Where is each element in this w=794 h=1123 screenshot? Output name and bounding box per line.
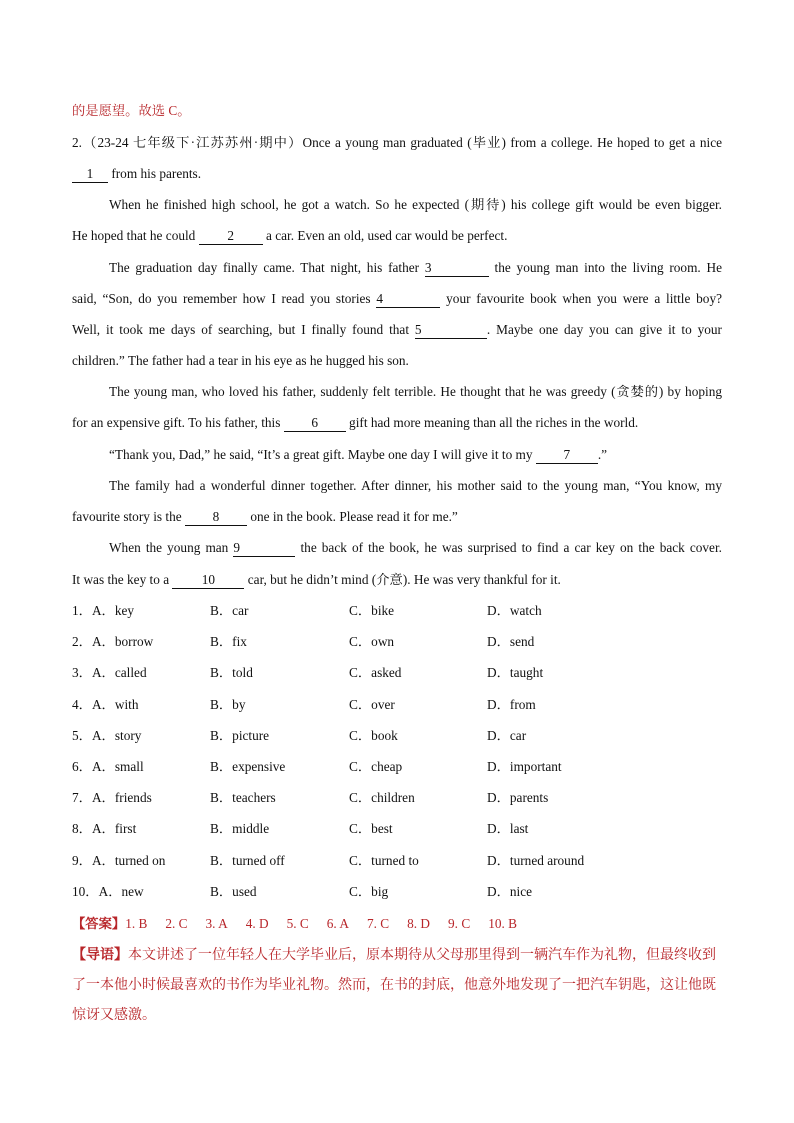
blank-10[interactable]: 10 bbox=[172, 572, 244, 589]
option-c[interactable] bbox=[349, 819, 393, 839]
option-b[interactable] bbox=[210, 851, 285, 871]
answer-value: 10. B bbox=[488, 916, 518, 931]
passage-line-3: When he finished high school, he got a watch. So he expected (期待) his college gift would be even bigger. bbox=[109, 197, 722, 212]
answer-value: 2. C bbox=[165, 916, 188, 931]
option-c[interactable] bbox=[349, 695, 395, 715]
answer-value: 3. A bbox=[205, 916, 228, 931]
passage-line-7: Well, it took me days of searching, but I finally found that 5 . Maybe one day you can give it to your bbox=[72, 322, 722, 337]
blank-8[interactable]: 8 bbox=[185, 509, 247, 526]
answer-tag: 【答案】 bbox=[72, 916, 126, 931]
option-text: A．turned on bbox=[91, 852, 166, 868]
option-text: B．told bbox=[210, 665, 253, 681]
guide-section bbox=[72, 940, 722, 1030]
option-c[interactable] bbox=[349, 882, 388, 902]
option-text: A．with bbox=[91, 696, 139, 712]
option-b[interactable] bbox=[210, 663, 253, 683]
option-a[interactable] bbox=[72, 788, 152, 808]
option-number: 6． bbox=[72, 759, 92, 774]
option-text: A．borrow bbox=[91, 634, 154, 650]
option-number: 4． bbox=[72, 696, 92, 712]
option-text: C．own bbox=[349, 634, 395, 650]
option-b[interactable] bbox=[210, 788, 276, 808]
option-text: C．turned to bbox=[349, 852, 419, 868]
passage-line-2: 1 from his parents. bbox=[72, 164, 722, 184]
answer-value: 6. A bbox=[326, 916, 349, 931]
previous-answer-tail: 的是愿望。故选 C。 bbox=[72, 103, 191, 118]
option-text: D．turned around bbox=[487, 852, 585, 868]
option-c[interactable] bbox=[349, 788, 415, 808]
option-text: D．send bbox=[487, 634, 535, 650]
option-text: D．watch bbox=[487, 603, 542, 618]
option-text: D．from bbox=[487, 696, 536, 712]
answer-value: 8. D bbox=[407, 916, 431, 931]
option-b[interactable] bbox=[210, 882, 257, 902]
option-text: B．car bbox=[210, 603, 249, 618]
option-a[interactable] bbox=[72, 632, 153, 652]
option-a[interactable] bbox=[72, 663, 147, 683]
option-d[interactable] bbox=[487, 757, 562, 777]
option-a[interactable] bbox=[72, 819, 136, 839]
option-b[interactable] bbox=[210, 695, 245, 715]
answer-value: 1. B bbox=[125, 916, 148, 931]
option-a[interactable] bbox=[72, 726, 141, 746]
option-number: 5． bbox=[72, 727, 92, 743]
option-text: A．called bbox=[91, 665, 147, 681]
passage-line-10: for an expensive gift. To his father, this 6 gift had more meaning than all the riches in the world. bbox=[72, 415, 639, 430]
option-a[interactable] bbox=[72, 601, 134, 621]
option-a[interactable] bbox=[72, 882, 144, 902]
option-a[interactable] bbox=[72, 851, 165, 871]
option-text: C．best bbox=[349, 821, 393, 837]
option-a[interactable] bbox=[72, 757, 144, 777]
option-c[interactable] bbox=[349, 726, 398, 746]
option-c[interactable] bbox=[349, 663, 401, 683]
answer-value: 5. C bbox=[286, 916, 309, 931]
answer-value: 7. C bbox=[366, 916, 390, 931]
option-text: B．used bbox=[210, 883, 257, 899]
option-text: C．cheap bbox=[349, 759, 403, 774]
option-d[interactable] bbox=[487, 788, 548, 808]
option-text: B．fix bbox=[210, 634, 247, 650]
option-text: C．asked bbox=[349, 665, 402, 681]
option-b[interactable] bbox=[210, 632, 247, 652]
option-c[interactable] bbox=[349, 632, 394, 652]
option-text: A．story bbox=[91, 727, 142, 743]
option-d[interactable] bbox=[487, 695, 536, 715]
blank-3[interactable]: 3 bbox=[425, 260, 489, 277]
passage-line-12: The family had a wonderful dinner together. After dinner, his mother said to the young man, “You know, my bbox=[109, 478, 722, 493]
option-b[interactable] bbox=[210, 819, 269, 839]
passage-line-11: “Thank you, Dad,” he said, “It’s a great gift. Maybe one day I will give it to my 7 .” bbox=[109, 447, 608, 462]
option-d[interactable] bbox=[487, 882, 532, 902]
answer-line bbox=[72, 914, 722, 934]
option-text: A．friends bbox=[91, 790, 152, 806]
option-b[interactable] bbox=[210, 726, 269, 746]
answer-value: 4. D bbox=[245, 916, 269, 931]
blank-1[interactable]: 1 bbox=[72, 166, 108, 183]
passage-line-6: said, “Son, do you remember how I read you stories 4 your favourite book when you were a little boy? bbox=[72, 291, 722, 306]
guide-tag: 【导语】 bbox=[72, 947, 128, 963]
option-text: C．over bbox=[349, 696, 395, 712]
option-number: 3． bbox=[72, 665, 92, 681]
option-number: 8． bbox=[72, 821, 92, 837]
option-text: B．picture bbox=[210, 727, 270, 743]
blank-5[interactable]: 5 bbox=[415, 322, 487, 339]
option-text: B．middle bbox=[210, 821, 270, 837]
option-text: A．first bbox=[91, 821, 137, 837]
option-d[interactable] bbox=[487, 601, 542, 621]
blank-2[interactable]: 2 bbox=[199, 228, 263, 245]
option-text: C．book bbox=[349, 727, 398, 743]
guide-line-1: 【导语】本文讲述了一位年轻人在大学毕业后，原本期待从父母那里得到一辆汽车作为礼物，但最终收到 bbox=[72, 947, 716, 963]
option-text: B．expensive bbox=[210, 759, 286, 774]
option-d[interactable] bbox=[487, 632, 534, 652]
answer-values bbox=[125, 916, 535, 931]
option-text: D．car bbox=[487, 727, 527, 743]
option-text: D．nice bbox=[487, 883, 533, 899]
option-d[interactable] bbox=[487, 851, 584, 871]
option-text: D．important bbox=[487, 759, 562, 774]
option-b[interactable] bbox=[210, 601, 248, 621]
answer-value: 9. C bbox=[448, 916, 471, 931]
option-text: B．turned off bbox=[210, 852, 285, 868]
option-a[interactable] bbox=[72, 695, 139, 715]
option-text: C．bike bbox=[349, 603, 395, 618]
passage-line-9: The young man, who loved his father, suddenly felt terrible. He thought that he was greedy (贪婪的) by hoping bbox=[109, 384, 722, 399]
blank-9[interactable]: 9 bbox=[233, 540, 295, 557]
option-c[interactable] bbox=[349, 851, 419, 871]
passage-line-8: children.” The father had a tear in his eye as he hugged his son. bbox=[72, 353, 409, 368]
option-text: B．by bbox=[210, 696, 246, 712]
option-text: C．big bbox=[349, 883, 389, 899]
option-number: 1． bbox=[72, 603, 92, 618]
question-prefix: 2.（23-24 七年级下·江苏苏州·期中） bbox=[72, 135, 303, 150]
option-number: 9． bbox=[72, 852, 92, 868]
option-text: B．teachers bbox=[210, 790, 276, 806]
passage-line-1: 2.（23-24 七年级下·江苏苏州·期中）Once a young man graduated (毕业) from a college. He hoped to get a nice bbox=[72, 135, 722, 150]
option-text: D．taught bbox=[487, 665, 544, 681]
option-text: A．key bbox=[91, 603, 135, 618]
blank-6[interactable]: 6 bbox=[284, 415, 346, 432]
option-text: D．parents bbox=[487, 790, 549, 806]
option-b[interactable] bbox=[210, 757, 285, 777]
guide-line-3: 惊讶又感激。 bbox=[72, 1007, 156, 1023]
option-text: C．children bbox=[349, 790, 415, 806]
option-number: 10． bbox=[72, 883, 99, 899]
option-d[interactable] bbox=[487, 819, 528, 839]
option-text: D．last bbox=[487, 821, 529, 837]
passage-line-14: When the young man 9 the back of the book, he was surprised to find a car key on the back cover. bbox=[109, 540, 722, 555]
passage-line-13: favourite story is the 8 one in the book. Please read it for me.” bbox=[72, 509, 458, 524]
blank-4[interactable]: 4 bbox=[376, 291, 440, 308]
option-number: 7． bbox=[72, 790, 92, 806]
option-d[interactable] bbox=[487, 663, 543, 683]
option-c[interactable] bbox=[349, 757, 402, 777]
guide-line-2: 了一本他小时候最喜欢的书作为毕业礼物。然而，在书的封底，他意外地发现了一把汽车钥匙，这让他既 bbox=[72, 977, 716, 993]
blank-7[interactable]: 7 bbox=[536, 447, 598, 464]
option-number: 2． bbox=[72, 634, 92, 650]
option-text: A．new bbox=[98, 883, 144, 899]
option-d[interactable] bbox=[487, 726, 526, 746]
option-text: A．small bbox=[91, 759, 144, 774]
passage-line-4: He hoped that he could 2 a car. Even an old, used car would be perfect. bbox=[72, 228, 508, 243]
passage-line-5: The graduation day finally came. That night, his father 3 the young man into the living room. He bbox=[109, 260, 722, 275]
option-c[interactable] bbox=[349, 601, 394, 621]
passage-line-15: It was the key to a 10 car, but he didn’t mind (介意). He was very thankful for it. bbox=[72, 572, 561, 587]
